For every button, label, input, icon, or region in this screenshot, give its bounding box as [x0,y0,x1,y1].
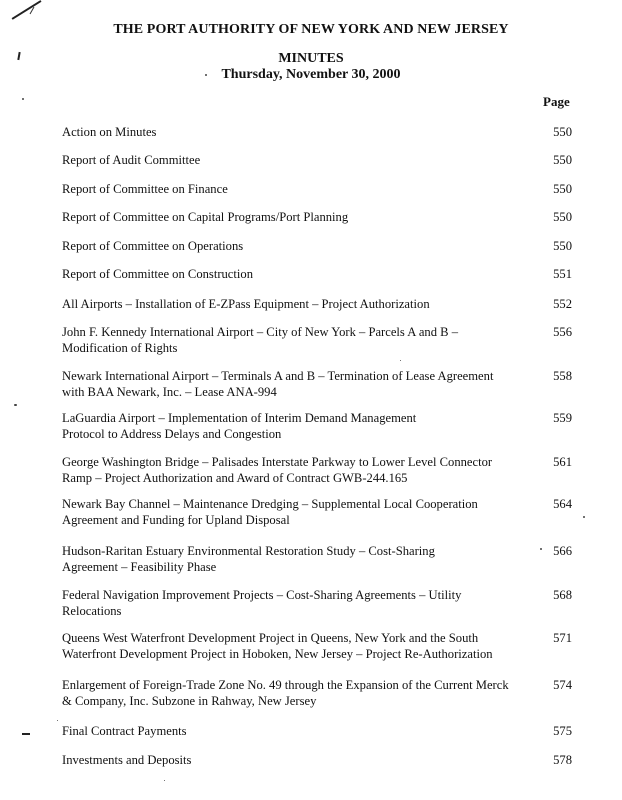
toc-entry-label: George Washington Bridge – Palisades Interstate Parkway to Lower Level Connector Ramp – Project Authorization and Award of Contract GWB-244.165 [62,455,493,485]
scan-speck [14,404,17,406]
toc-entry [62,209,572,225]
toc-entry-page: 578 [553,753,572,767]
scan-speck [583,516,585,518]
page-column-header: Page [543,94,570,109]
scan-mark [22,733,30,735]
scan-speck [400,360,401,361]
toc-entry-label: Report of Committee on Construction [62,267,253,281]
toc-entry-page: 564 [553,497,572,511]
toc-entry-page: 550 [553,210,572,224]
toc-entry-label: Enlargement of Foreign-Trade Zone No. 49 through the Expansion of the Current Merck & Company, Inc. Subzone in Rahway, New Jersey [62,678,509,708]
scan-speck [22,98,24,100]
toc-entry [62,752,572,768]
scan-speck [164,780,165,781]
toc-entry-label: Report of Committee on Capital Programs/Port Planning [62,210,349,224]
toc-entry-label: Report of Audit Committee [62,153,201,167]
toc-entry-label: LaGuardia Airport – Implementation of Interim Demand Management Protocol to Address Delays and Congestion [62,411,417,441]
toc-entry-label: Final Contract Payments [62,724,187,738]
scan-speck [57,720,58,721]
toc-entry [62,410,572,442]
toc-entry-label: Queens West Waterfront Development Project in Queens, New York and the South Waterfront Development Project in Hoboken, New Jersey – Project Re-Authorization [62,631,493,661]
toc-entry-page: 551 [553,267,572,281]
toc-entry [62,630,572,662]
toc-entry-label: John F. Kennedy International Airport – City of New York – Parcels A and B – Modification of Rights [62,325,459,355]
toc-entry [62,454,572,486]
toc-entry [62,124,572,140]
toc-entry [62,677,572,709]
toc-entry-label: All Airports – Installation of E-ZPass Equipment – Project Authorization [62,297,430,311]
toc-entry-label: Report of Committee on Operations [62,239,244,253]
toc-entry-page: 571 [553,631,572,645]
toc-entry [62,723,572,739]
toc-entry-page: 550 [553,239,572,253]
toc-entry-page: 575 [553,724,572,738]
toc-entry-page: 566 [553,544,572,558]
toc-entry [62,543,572,575]
toc-entry [62,238,572,254]
toc-entry-label: Hudson-Raritan Estuary Environmental Restoration Study – Cost-Sharing Agreement – Feasibility Phase [62,544,435,574]
toc-entry [62,368,572,400]
toc-entry [62,296,572,312]
toc-entry-page: 550 [553,182,572,196]
toc-entry-page: 550 [553,125,572,139]
toc-entry [62,587,572,619]
toc-entry-page: 559 [553,411,572,425]
organization-heading: THE PORT AUTHORITY OF NEW YORK AND NEW JERSEY [113,22,509,37]
toc-entry-page: 552 [553,297,572,311]
toc-entry [62,496,572,528]
toc-entry [62,266,572,282]
document-title: MINUTES [278,51,344,66]
toc-entry-page: 558 [553,369,572,383]
toc-entry-label: Investments and Deposits [62,753,192,767]
toc-entry-page: 574 [553,678,572,692]
toc-entry-label: Action on Minutes [62,125,157,139]
toc-entry [62,152,572,168]
toc-entry [62,181,572,197]
toc-entry-page: 550 [553,153,572,167]
toc-entry-page: 568 [553,588,572,602]
toc-entry-label: Federal Navigation Improvement Projects – Cost-Sharing Agreements – Utility Relocations [62,588,462,618]
toc-entry-label: Newark Bay Channel – Maintenance Dredging – Supplemental Local Cooperation Agreement and Funding for Upland Disposal [62,497,478,527]
toc-entry-label: Report of Committee on Finance [62,182,228,196]
toc-entry-page: 556 [553,325,572,339]
toc-entry-page: 561 [553,455,572,469]
scan-scratch-mark [12,0,42,19]
meeting-date: Thursday, November 30, 2000 [221,67,401,82]
toc-entry [62,324,572,356]
toc-entry-label: Newark International Airport – Terminals A and B – Termination of Lease Agreement with BAA Newark, Inc. – Lease ANA-994 [62,369,494,399]
